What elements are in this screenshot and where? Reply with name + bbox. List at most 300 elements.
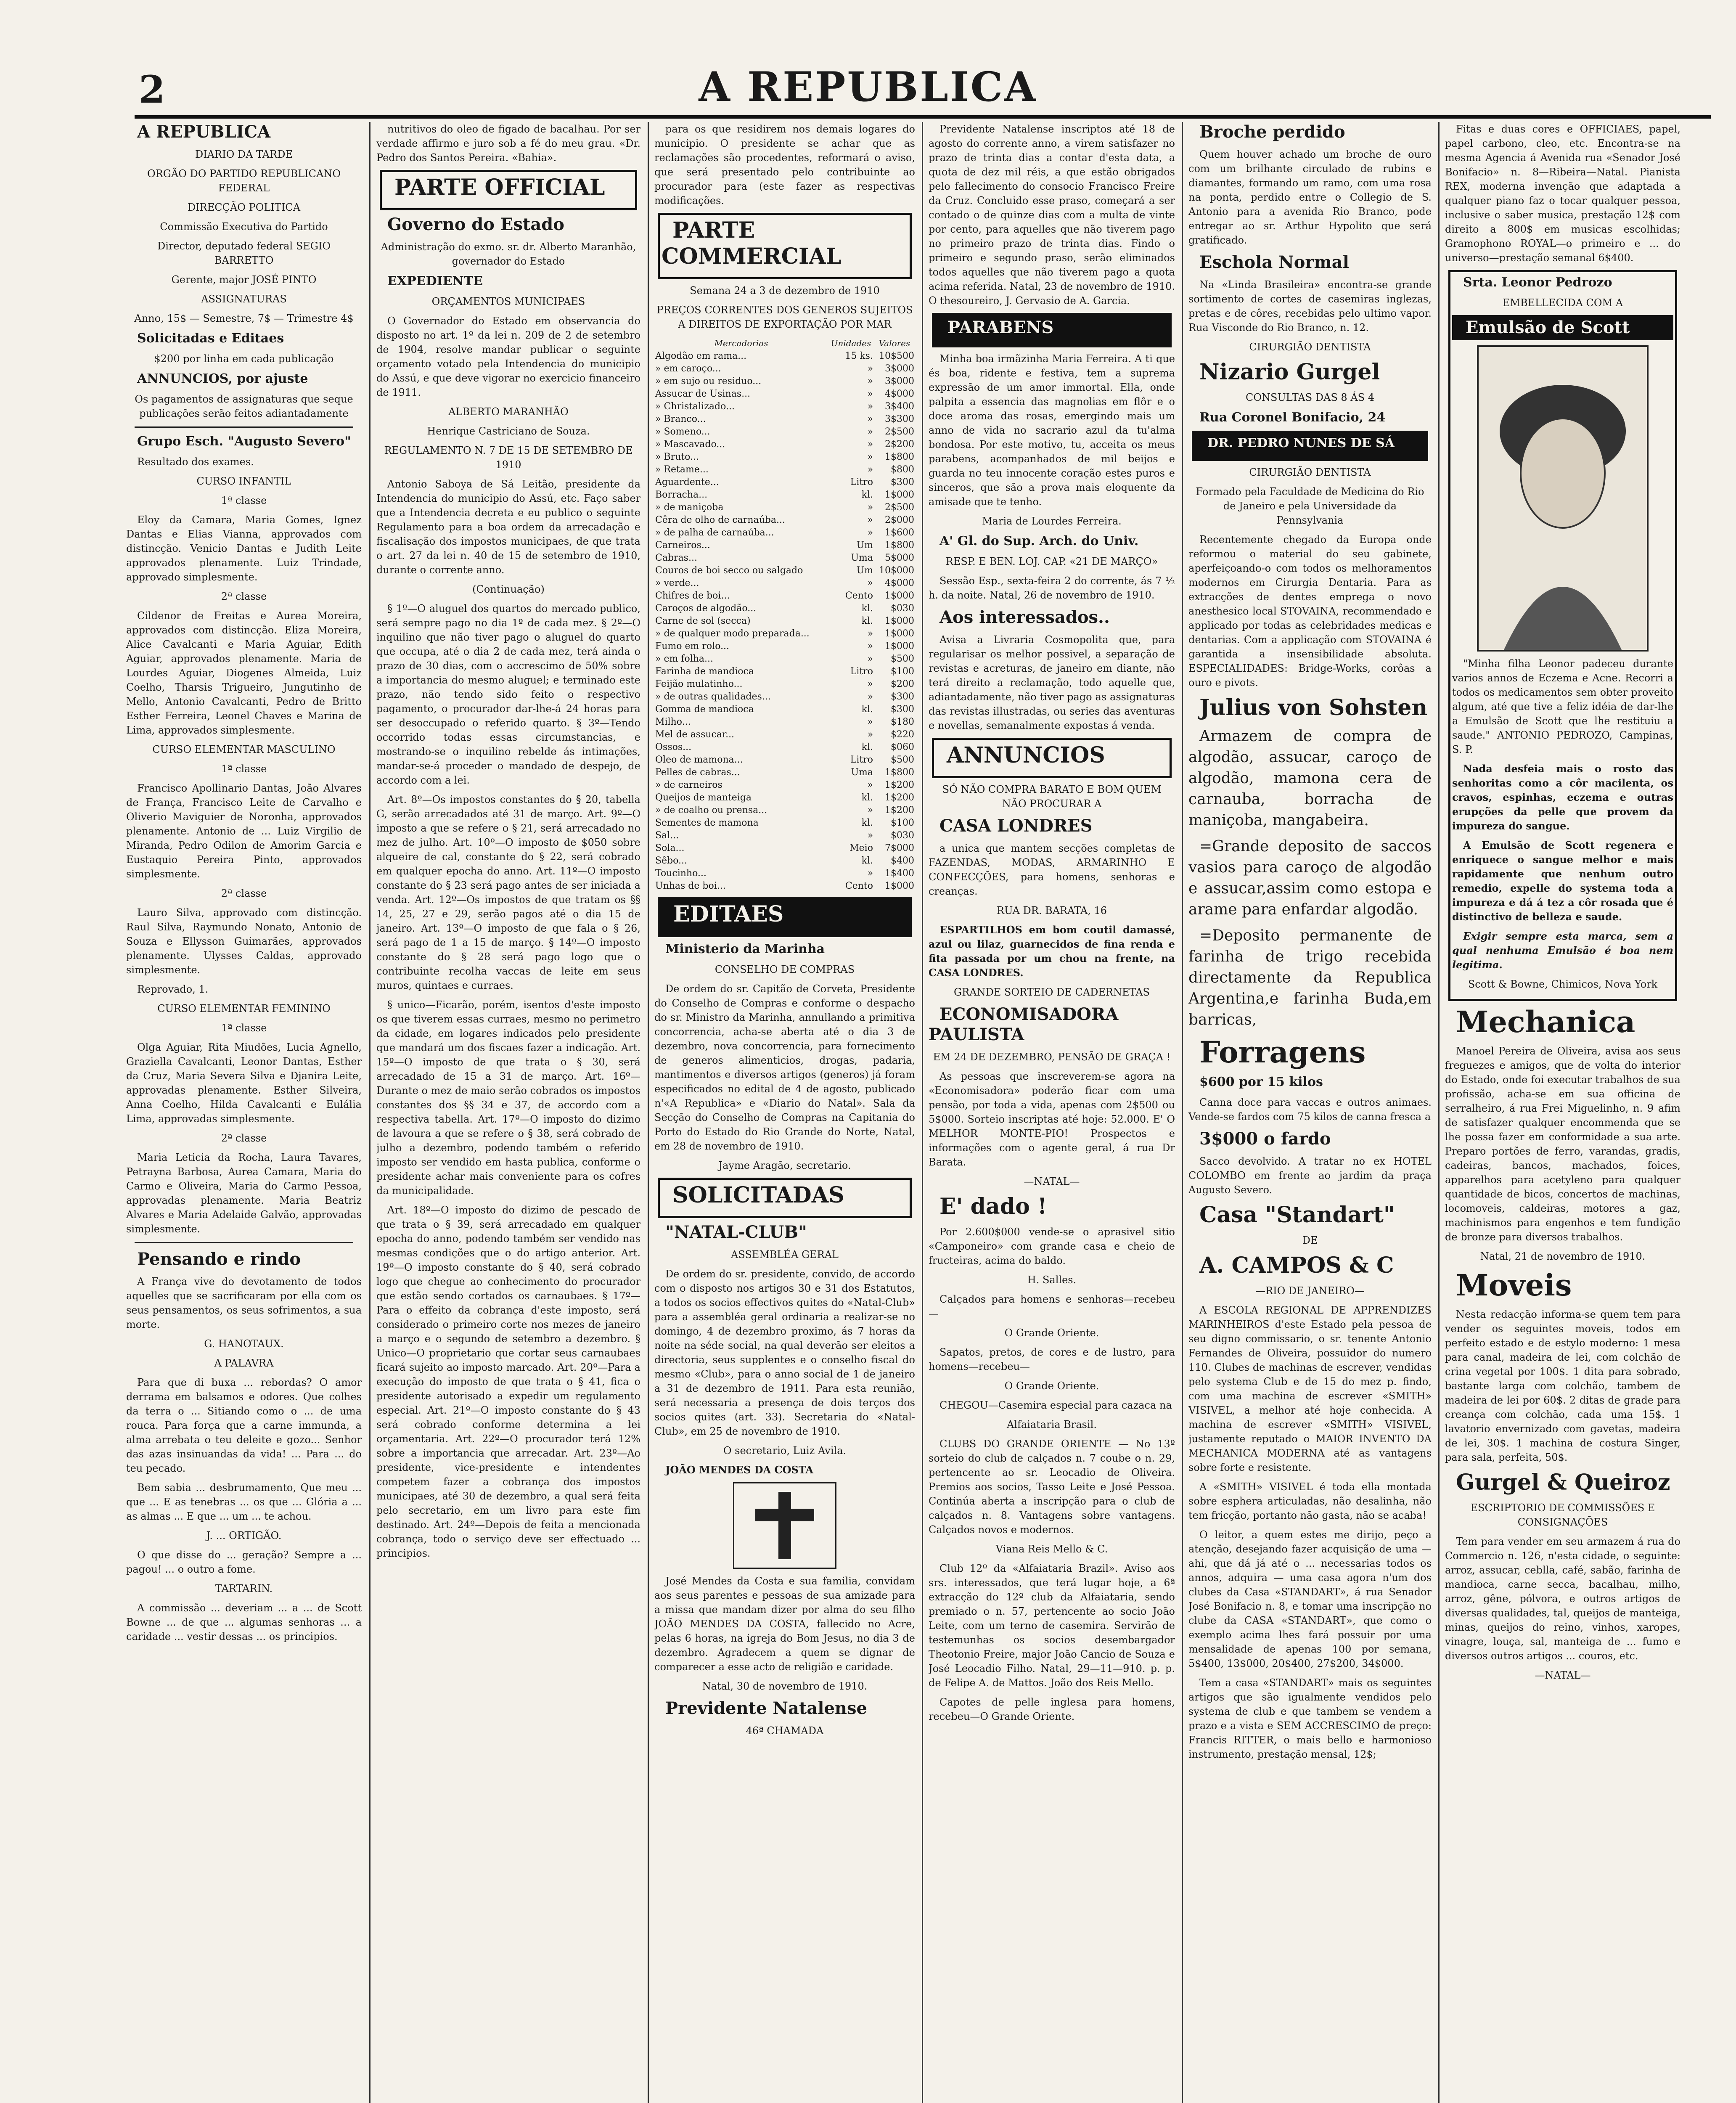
price-row [654,577,915,590]
price-cell: 4$000 [885,578,914,588]
price-cell: » [867,414,873,424]
price-table-header [654,336,915,350]
price-cell: Cêra de olho de carnaúba... [655,515,785,525]
escola-paragraph: A «SMITH» VISIVEL é toda ella montada sobre esphera articuladas, não desalinha, não tem fricção, portanto não gasta, não se acaba! [1188,1481,1432,1521]
price-cell: $800 [891,464,914,475]
price-cell: Queijos de manteiga [655,792,752,803]
official-signature: Henrique Castriciano de Souza. [427,425,590,437]
price-cell: $500 [891,654,914,664]
sapatos-ad: Sapatos, pretos, de cores e de lustro, para homens—recebeu— [929,1346,1175,1372]
palavra-paragraph: O que disse do ... geração? Sempre a ... pagou! ... o outro a fome. [126,1549,362,1575]
palavra-signature: J. ... ORTIGÃO. [206,1530,282,1541]
natal-club-heading: "NATAL-CLUB" [665,1222,807,1242]
price-cell: kl. [861,616,873,626]
grupo-subhead: 2ª classe [221,1132,267,1144]
price-row [654,501,915,514]
grupo-subhead: 1ª classe [221,495,267,506]
price-cell: » [867,654,873,664]
price-cell: » verde... [655,578,699,588]
price-cell: $180 [891,717,914,727]
escola-paragraph: O leitor, a quem estes me dirijo, peço a atenção, desejando fazer acquisição de uma —ahi, que dá já até o ... necessarias todos os annos, adquira — uma casa agora n'um dos clubes da Casa «STANDART», á rua Senador José Bonifacio n. 8, e tomar uma inscripção no clube da CASA «STANDART», que como o exemplo acima lhes fará possuir por uma mensalidade de apenas 100 por semana, 5$400, 13$000, 20$400, 27$200, 34$000. [1188,1529,1432,1669]
parte-commercial-box [658,213,912,279]
assembleia-heading: ASSEMBLÉA GERAL [731,1249,839,1261]
official-paragraph: § 1º—O aluguel dos quartos do mercado publico, será sempre pago no dia 1º de cada mez. § 2º—O inquilino que não tiver pago o aluguel do quarto que occupa, até o dia 2 de cada mez, terá ainda o prazo de 30 dias, com o accrescimo de 50% sobre a importancia do mesmo aluguel; e terminado este prazo, não tendo sido feito o respectivo pagamento, o procurador dar-lhe-á 24 horas para ser desoccupado o referido quarto. § 3º—Tendo occorrido todas essas circumstancias, e mostrando-se o inquilino rebelde ás intimações, mandar-se-á proceder o mandado de despejo, de accordo com a lei. [376,603,640,786]
scott-bowne-label: Scott & Bowne, Chimicos, Nova York [1468,978,1658,990]
price-cell: » Branco... [655,414,706,424]
emulsao-heading: Emulsão de Scott [1452,315,1673,340]
mechanica-heading: Mechanica [1456,1004,1635,1039]
col2-top-text: nutritivos do oleo de figado de bacalhau. Por ser verdade affirmo e juro sob a fé do meu grau. «Dr. Pedro dos Santos Pereira. «Bahia». [376,123,640,164]
price-row [654,842,915,855]
economisadora-date: EM 24 DE DEZEMBRO, PENSÃO DE GRAÇA ! [933,1051,1171,1063]
price-cell: $100 [891,666,914,677]
price-cell: Litro [850,666,873,677]
joao-date: Natal, 30 de novembro de 1910. [702,1680,868,1692]
grupo-paragraph: Maria Leticia da Rocha, Laura Tavares, Petrayna Barbosa, Aurea Camara, Maria do Carmo e Oliveira, Maria do Carmo Pessoa, approvadas plenamente. Maria Beatriz Alvares e Maria Adelaide Galvão, approvadas simplesmente. [126,1152,362,1235]
palavra-paragraph: Bem sabia ... desbrumamento, Que meu ... que ... E as tenebras ... os que ... Glória a ... as almas ... E que ... um ... te achou. [126,1482,362,1522]
price-cell: Pelles de cabras... [655,767,740,778]
price-cell: » [867,439,873,450]
price-cell: » [867,502,873,513]
price-row [654,703,915,716]
column-divider [648,122,649,2103]
price-cell: 15 ks. [845,351,873,361]
price-cell: 3$000 [885,363,914,374]
price-cell: kl. [861,742,873,752]
chamada-label: 46ª CHAMADA [746,1725,824,1737]
parabens-paragraph: Minha boa irmãzinha Maria Ferreira. A ti que és boa, ridente e festiva, tem a suprema expressão de um amor immortal. Ella, onde palpita a essencia das magnolias em flôr e o doce aroma das rosas, emergindo mais um anno de vida no sacrario azul da tu'alma bondosa. Por este motivo, tu, acceita os meus parabens, acompanhados de mil beijos e guarda no teu innocente coração estes puros e sinceros, que são a prova mais eloquente da amisade que te tenho. [929,353,1175,508]
grupo-paragraph: Francisco Apollinario Dantas, João Alvares de França, Francisco Leite de Carvalho e Oliverio Maviguier de Noronha, approvados plenamente. Antonio de ... Luiz Virgilio de Miranda, Pedro Odilon de Amorim Garcia e Eustaquio Pereira Pinto, approvados simplesmente. [126,782,362,880]
sociedade-paragraph: Sessão Esp., sexta-feira 2 do corrente, ás 7 ½ h. da noite. Natal, 26 de novembro de 1910. [929,575,1175,601]
price-row [654,350,915,363]
grupo-paragraph: Olga Aguiar, Rita Miudões, Lucia Agnello, Graziella Cavalcanti, Leonor Dantas, Esther da Cruz, Maria Severa Silva e Djanira Leite, approvadas plenamente. Esther Silveira, Anna Coelho, Hilda Cavalcanti e Eulália Lima, approvadas simplesmente. [126,1041,362,1125]
leonor-quote: "Minha filha Leonor padeceu durante varios annos de Eczema e Acne. Recorri a todos os medicamentos sem obter proveito algum, até que tive a feliz idéia de dar-lhe a Emulsão de Scott que lhe restituiu a saude." ANTONIO PEDROZO, Campinas, S. P. [1452,658,1673,755]
price-cell: » [867,363,873,374]
srta-heading: Srta. Leonor Pedrozo [1463,275,1612,290]
clubs-paragraph: CLUBS DO GRANDE ORIENTE — No 13º sorteio do club de calçados n. 7 coube o n. 29, pertencente ao sr. Leocadio de Oliveira. Premios aos socios, Tasso Leite e José Pessoa. Continúa aberta a inscripção para o club de calçados n. 8. Vantagens sobre vantagens. Calçados novos e modernos. [929,1438,1175,1536]
price-cell: Uma [851,553,873,563]
price-cell: $030 [891,603,914,614]
rio-label: —RIO DE JANEIRO— [1255,1285,1365,1297]
price-cell: » [867,830,873,841]
palavra-paragraph: Para que di buxa ... rebordas? O amor derrama em balsamos e odores. Que colhes da terra o ... Sitiando como o ... de uma rouca. Para força que a carne immunda, a alma arrebata o teu deleite e gozo... Senhor das azas insinuandas da vida! ... Para ... do teu pecado. [126,1377,362,1474]
exigir-paragraph: Exigir sempre esta marca, sem a qual nenhuma Emulsão é boa nem legitima. [1452,930,1673,971]
price-cell: » em caroço... [655,363,721,374]
annuncios-box [932,738,1172,778]
price-cell: » [867,641,873,652]
price-col-header: Unidades [831,338,871,348]
rua-coronel: Rua Coronel Bonifacio, 24 [1199,410,1386,425]
price-cell: Gomma de mandioca [655,704,754,715]
price-row [654,628,915,640]
price-row [654,363,915,375]
price-cell: 2$500 [885,502,914,513]
price-cell: Mel de assucar... [655,729,735,740]
de-label: DE [1302,1234,1318,1246]
price-cell: kl. [861,490,873,500]
nizario-heading: Nizario Gurgel [1199,359,1380,385]
consultas-label: CONSULTAS DAS 8 ÁS 4 [1246,392,1374,403]
price-cell: Um [856,540,873,551]
paper-organ: ORGÃO DO PARTIDO REPUBLICANO FEDERAL [147,168,341,194]
price-cell: 1$000 [885,616,914,626]
price-cell: Couros de boi secco ou salgado [655,565,803,576]
julius-paragraph: Armazem de compra de algodão, assucar, caroço de algodão, mamona cera de carnauba, borracha de maniçoba, mangabeira. [1188,728,1432,829]
column-3 [654,122,915,2103]
escriptorio-label: ESCRIPTORIO DE COMMISSÕES E CONSIGNAÇÕES [1470,1502,1655,1528]
price-cell: Meio [849,843,873,853]
pedro-nunes-box [1192,431,1428,461]
palavra-heading: A PALAVRA [214,1357,274,1369]
calcados-ad: Calçados para homens e senhoras—recebeu— [929,1293,1175,1319]
price-row [654,476,915,489]
price-cell: kl. [861,856,873,866]
price-cell: » de outras qualidades... [655,691,771,702]
price-cell: » de qualquer modo preparada... [655,628,810,639]
londres-address: RUA DR. BARATA, 16 [997,905,1107,916]
club-paragraph: De ordem do sr. presidente, convido, de accordo com o disposto nos artigos 30 e 31 dos Estatutos, a todos os socios effectivos quites do «Natal-Club» para a assembléa geral ordinaria a realizar-se no domingo, 4 de dezembro proximo, ás 7 horas da noite na séde social, na qual deverão ser eleitos a directoria, seus supplentes e o conselho fiscal do mesmo «Club», para o anno social de 1 de janeiro a 31 de dezembro de 1911. Para esta reunião, será necessaria a presença de dois terços dos socios quites (art. 33). Secretaria do «Natal-Club», em 25 de novembro de 1910. [654,1268,915,1437]
natal-separator: —NATAL— [1024,1176,1080,1187]
londres-paragraph: a unica que mantem secções completas de FAZENDAS, MODAS, ARMARINHO E CONFECÇÕES, para homens, senhoras e creanças. [929,842,1175,897]
chegou-signature: Alfaiataria Brasil. [1007,1419,1097,1430]
parte-official-heading: PARTE OFFICIAL [394,175,605,200]
grupo-subhead: 1ª classe [221,1022,267,1034]
price-cell: Sementes de mamona [655,818,759,828]
masthead-rule [135,115,1711,119]
grupo-subhead: 1ª classe [221,763,267,775]
paper-manager: Gerente, major JOSÉ PINTO [171,274,317,286]
parte-official-box [380,170,637,210]
price-cell: Cento [845,881,873,891]
col4-top-text: Previdente Natalense inscriptos até 18 de agosto do corrente anno, a virem satisfazer no prazo de trinta dias a contar d'esta data, a quota de dez mil réis, a que estão obrigados pelo fallecimento do consocio Francisco Freire da Cruz. Concluido esse praso, começará a ser contado o de quinze dias com a multa de vinte por cento, para aquelles que não tiverem pago no primeiro prazo de trinta dias. Findo o primeiro e segundo praso, serão eliminados todos aquelles que não tiverem pago a quota acima referida. Natal, 23 de novembro de 1910. O thesoureiro, J. Gervasio de A. Garcia. [929,123,1175,307]
grupo-paragraph: Reprovado, 1. [137,983,209,995]
price-row [654,489,915,501]
price-cell: Carne de sol (secca) [655,616,751,626]
scott-ad-box [1448,270,1677,1001]
price-cell: 1$000 [885,641,914,652]
dentista-paragraph: Recentemente chegado da Europa onde reformou o material do seu gabinete, aperfeiçoando-o com todos os melhoramentos modernos em Cirurgia Dentaria. Para as extracções de dentes emprega o novo anesthesico local STOVAINA, recommendado e applicado por todas as celebridades medicas e dentarias. Com a applicação com STOVAINA é garantida a insensibilidade absoluta. ESPECIALIDADES: Bridge-Works, corôas a ouro e pivots. [1188,534,1432,689]
price-cell: $200 [891,679,914,689]
price-cell: » Christalizado... [655,401,735,412]
price-row [654,804,915,817]
annuncios-heading: ANNUNCIOS [947,742,1105,768]
escola-paragraph: A ESCOLA REGIONAL DE APPRENDIZES MARINHEIROS d'este Estado pela pessoa de seu digno commissario, o sr. tenente Antonio Fernandes de Oliveira, possuidor do numero 110. Clubes de machinas de escrever, vendidas pelo systema Club e de 15 do mez p. findo, com uma machina de escrever «SMITH» VISIVEL, a melhor até hoje conhecida. A machina de escrever «SMITH» VISIVEL, justamente reputado o MAIOR INVENTO DA MECHANICA MODERNA até as vantagens sobre forte e resistente. [1188,1304,1432,1473]
price-cell: » em sujo ou residuo... [655,376,762,387]
price-cell: » [867,426,873,437]
price-row [654,564,915,577]
escola-paragraph: Tem a casa «STANDART» mais os seguintes artigos que são igualmente vendidos pelo systema de club e que tambem se vendem a prazo e a vista e SEM ACCRESCIMO de preço: Francis RITTER, o mais bello e harmonioso instrumento, prestação mensal, 12$; [1188,1677,1432,1760]
price-cell: » [867,464,873,475]
annuncios-heading: ANNUNCIOS, por ajuste [137,371,308,386]
sociedade-sub: RESP. E BEN. LOJ. CAP. «21 DE MARÇO» [945,556,1158,567]
price-row [654,615,915,628]
price-cell: 10$500 [879,351,914,361]
price-row [654,855,915,867]
price-cell: 1$200 [885,792,914,803]
price-cell: 2$000 [885,515,914,525]
alfaiataria-ad: Capotes de pelle inglesa para homens, recebeu—O Grande Oriente. [929,1696,1175,1722]
price-cell: Assucar de Usinas... [655,389,751,399]
paper-commission: Commissão Executiva do Partido [160,221,328,233]
price-row [654,754,915,766]
price-cell: » [867,401,873,412]
palavra-paragraph: A commissão ... deveriam ... a ... de Scott Bowne ... de que ... algumas senhoras ... a caridade ... vestir dessas ... os principios. [126,1602,362,1642]
price-cell: Milho... [655,717,691,727]
grupo-subhead: 2ª classe [221,887,267,899]
e-dado-heading: E' dado ! [939,1194,1047,1219]
price-cell: Sêbo... [655,856,688,866]
gurgel-paragraph: Tem para vender em seu armazem á rua do Commercio n. 126, n'esta cidade, o seguinte: arroz, assucar, ceblla, café, sabão, farinha de mandioca, carne secca, bacalhau, milho, arroz, gêne, pólvora, e outros artigos de diversas qualidades, tal, queijos de manteiga, minas, queijos do reino, vinhos, xaropes, vinagre, louça, sal, manteiga de ... fumo e diversos outros artigos ... couros, etc. [1445,1536,1680,1662]
chegou-ad: CHEGOU—Casemira especial para cazaca na [939,1399,1172,1411]
solicitadas-heading: SOLICITADAS [672,1182,844,1208]
governo-heading: Governo do Estado [387,215,564,234]
grupo-subhead: CURSO ELEMENTAR FEMININO [157,1003,331,1014]
mechanica-paragraph: Manoel Pereira de Oliveira, avisa aos seus freguezes e amigos, que de volta do interior do Estado, onde foi executar trabalhos de sua profissão, acha-se em sua officina de serralheiro, á rua Frei Miguelinho, n. 9 afim de satisfazer qualquer encommenda que se lhe possa fazer em conformidade a sua arte. Preparo portões de ferro, varandas, gradis, cadeiras, bancos, machados, foices, apparelhos para acetyleno para qualquer quantidade de bicos, concertos de machinas, locomoveis, caldeiras, motores a gaz, machinismos para engenhos e tem fundição de bronze para diversos trabalhos. [1445,1045,1680,1243]
price-cell: » de carneiros [655,780,722,790]
price-col-header: Valores [879,338,910,348]
parabens-box [932,313,1172,347]
price-row [654,880,915,893]
club12-paragraph: Club 12º da «Alfaiataria Brazil». Aviso aos srs. interessados, que terá lugar hoje, a 6ª extracção do 12º club da Alfaiataria, sendo premiado o n. 57, pertencente ao socio João Leite, com um terno de casemira. Servirão de testemunhas os socios desembargador Theotonio Freire, major João Cancio de Souza e José Leocadio Filho. Natal, 29—11—910. p. p. de Felipe A. de Mattos. João dos Reis Mello. [929,1563,1175,1689]
parabens-heading: PARABENS [947,318,1054,337]
cirurgiao-label-2: CIRURGIÃO DENTISTA [1249,466,1371,478]
price-row [654,792,915,804]
price-cell: 7$000 [885,843,914,853]
grupo-title: Grupo Esch. "Augusto Severo" [137,434,351,449]
paper-name: A REPUBLICA [137,122,271,142]
price-cell: » [867,578,873,588]
grupo-paragraph: Cildenor de Freitas e Aurea Moreira, approvados com distincção. Eliza Moreira, Alice Cavalcanti e Maria Aguiar, Edith Aguiar, approvados plenamente. Maria de Lourdes Aguiar, Diogenes Almeida, Luiz Coelho, Tharsis Trigueiro, Jungutinho de Mello, Antonio Cavalcanti, Pedro de Britto Esther Ferreira, Leonel Chaves e Marina de Lima, approvados simplesmente. [126,610,362,736]
continuacao-label: (Continuação) [472,583,545,595]
column-divider [1438,122,1440,2103]
price-cell: 5$000 [885,553,914,563]
price-cell: » [867,452,873,462]
price-cell: » [867,527,873,538]
price-cell: » Retame... [655,464,709,475]
price-row [654,590,915,602]
grupo-subhead: CURSO INFANTIL [196,475,291,487]
broche-paragraph: Quem houver achado um broche de ouro com um brilhante circulado de rubins e diamantes, formando um ramo, com uma rosa na ponta, perdido entre o Collegio de S. Antonio para a avenida Rio Branco, pode entregar ao sr. Arthur Hypolito que será gratificado. [1188,148,1432,246]
price-cell: 1$000 [885,881,914,891]
moveis-heading: Moveis [1456,1268,1572,1303]
section-rule [135,1242,353,1243]
masthead [0,63,1736,122]
grupo-subhead: 2ª classe [221,591,267,602]
price-cell: » [867,389,873,399]
natal-footer: —NATAL— [1535,1669,1591,1681]
joao-heading: JOÃO MENDES DA COSTA [665,1464,814,1476]
casa-standart-heading: Casa "Standart" [1199,1202,1395,1228]
joao-paragraph: José Mendes da Costa e sua familia, convidam aos seus parentes e pessoas de sua amizade para a missa que mandam dizer por alma do seu filho JOÃO MENDES DA COSTA, fallecido no Acre, pelas 6 horas, na igreja do Bom Jesus, no dia 3 de dezembro. Agradecem a quem se dignar de comparecer a esse acto de religião e caridade. [654,1575,915,1673]
londres-tagline: SÓ NÃO COMPRA BARATO E BOM QUEM NÃO PROCURAR A [942,784,1162,810]
economisadora-paragraph: As pessoas que inscreverem-se agora na «Economisadora» poderão ficar com uma pensão, por toda a vida, apenas com 2$500 ou 5$000. Sorteio inscriptas até hoje: 52.000. E' O MELHOR MONTE-PIO! Prospectos e informações com o agente geral, á rua Dr Barata. [929,1070,1175,1168]
price-table [654,336,915,893]
annuncios-text: Os pagamentos de assignaturas que seque publicações serão feitos adiantadamente [135,393,353,419]
price-row [654,867,915,880]
column-divider [1182,122,1183,2103]
price-cell: 1$800 [885,540,914,551]
price-cell: 1$000 [885,591,914,601]
column-divider [369,122,370,2103]
parabens-signature: Maria de Lourdes Ferreira. [982,515,1122,527]
price-row [654,426,915,438]
price-cell: 1$800 [885,452,914,462]
parte-commercial-heading: PARTE COMMERCIAL [662,217,842,269]
price-row [654,691,915,703]
pensando-paragraph: A França vive do devotamento de todos aquelles que se sacrificaram por ella com os seus pensamentos, os seus sofrimentos, a sua morte. [126,1276,362,1330]
expediente-heading: EXPEDIENTE [387,274,483,289]
price-cell: » de coalho ou prensa... [655,805,767,816]
price-cell: 1$800 [885,767,914,778]
official-paragraph: Art. 8º—Os impostos constantes do § 20, tabella G, serão arrecadados até 31 de março. Art. 9º—O imposto a que se refere o § 21, será arrecadado no mez de julho. Art. 10º—O imposto de $050 sobre alqueire de cal, constante do § 22, será cobrado em qualquer epocha do anno. Art. 11º—O imposto constante do § 23 será pago antes de ser iniciada a venda. Art. 12º—Os impostos de que tratam os §§ 14, 25, 27 e 29, serão pagos até o dia 15 de janeiro. Art. 13º—O imposto de que fala o § 26, será pago de 1 a 15 de março. § 14º—O imposto constante do § 28 será pago logo que o contribuinte recolha vaccas de leite em seus muros, quintaes e curraes. [376,794,640,991]
price-row [654,653,915,665]
price-cell: 1$200 [885,805,914,816]
embellecida-label: EMBELLECIDA COM A [1502,297,1623,309]
solicitadas-box [658,1178,912,1218]
price-cell: » Bruto... [655,452,699,462]
price-cell: $300 [891,477,914,487]
price-row [654,375,915,388]
price-cell: » de maniçoba [655,502,724,513]
price-row [654,514,915,527]
semana-label: Semana 24 a 3 de dezembro de 1910 [690,285,880,297]
price-cell: $300 [891,691,914,702]
price-row [654,413,915,426]
pensando-signature: G. HANOTAUX. [204,1338,284,1350]
price-cell: » Someno... [655,426,710,437]
official-signature: ALBERTO MARANHÃO [448,406,569,418]
price-cell: Sola... [655,843,685,853]
price-cell: Litro [850,755,873,765]
e-dado-paragraph: Por 2.600$000 vende-se o aprasivel sitio «Camponeiro» com grande casa e cheio de fructeiras, acima do baldo. [929,1226,1175,1266]
aos-paragraph: Avisa a Livraria Cosmopolita que, para regularisar os melhor possivel, a separação de revistas e acreturas, de janeiro em diante, não terá direito a reclamação, todo aquelle que, adiantadamente, não tiver pago as assignaturas das revistas illustradas, ou series das aventuras e novellas, semanalmente expostas á venda. [929,634,1175,731]
price-cell: Borracha... [655,490,708,500]
column-4 [929,122,1175,2103]
price-row [654,552,915,564]
eschola-paragraph: Na «Linda Brasileira» encontra-se grande sortimento de cortes de casemiras inglezas, pretas e de côres, recebidas pelo ultimo vapor. Rua Visconde do Rio Branco, n. 12. [1188,279,1432,334]
price-cell: 4$000 [885,389,914,399]
precos-heading: PREÇOS CORRENTES DOS GENEROS SUJEITOS A DIREITOS DE EXPORTAÇÃO POR MAR [656,304,913,330]
column-divider [922,122,923,2103]
price-cell: Feijão mulatinho... [655,679,743,689]
price-cell: 1$400 [885,868,914,879]
price-cell: $400 [891,856,914,866]
paper-direction: DIRECÇÃO POLITICA [187,201,301,213]
editaes-heading: EDITAES [673,901,784,927]
grupo-paragraph: Lauro Silva, approvado com distincção. Raul Silva, Raymundo Nonato, Antonio de Souza e Ellysson Guimarães, approvados plenamente. Ulysses Caldas, approvado simplesmente. [126,907,362,976]
campos-heading: A. CAMPOS & C [1199,1253,1394,1278]
aos-interessados-heading: Aos interessados.. [939,607,1110,627]
edital-signature: Jayme Aragão, secretario. [718,1160,851,1171]
assignaturas-heading: ASSIGNATURAS [201,293,287,305]
price-row [654,728,915,741]
price-cell: Cabras... [655,553,697,563]
price-cell: » [867,868,873,879]
casa-londres-heading: CASA LONDRES [939,816,1093,836]
price-cell: Oleo de mamona... [655,755,743,765]
price-cell: Litro [850,477,873,487]
price-cell: 1$200 [885,780,914,790]
price-row [654,766,915,779]
official-paragraph: § unico—Ficarão, porém, isentos d'este imposto os que tiverem essas curraes, mesmo no perimetro da cidade, em logares indicados pelo presidente que mandará um dos fiscaes fazer a indicação. Art. 15º—O imposto de que trata o § 30, será arrecadado de 15 a 31 de março. Art. 16º—Durante o mez de maio serão cobrados os impostos constantes dos §§ 34 e 37, de accordo com a respectiva tabella. Art. 17º—O imposto do dizimo de lavoura a que se refere o § 38, será cobrado de julho a dezembro, podendo também o referido imposto ser vendido em hasta publica, conforme o presidente achar mais conveniente para os cofres da municipalidade. [376,999,640,1197]
official-paragraph: Art. 18º—O imposto do dizimo de pescado de que trata o § 39, será arrecadado em qualquer epocha do anno, podendo também ser vendido nas mesmas condições que o do artigo anterior. Art. 19º—O imposto constante do § 40, será cobrado logo que chegue ao conhecimento do procurador que estão sendo cortados os carnaubaes. § 17º—Para o effeito da cobrança d'este imposto, será considerado o primeiro corte nos mezes de janeiro a março e o segundo de setembro a dezembro. § Unico—O proprietario que cortar seus carnaubaes ficará sujeito ao imposto marcado. Art. 20º—Para a execução do imposto de que trata o § 41, fica o presidente autorisado a expedir um regulamento especial. Art. 21º—O imposto constante do § 43 será cobrado conforme determina a lei orçamentaria. Art. 22º—O procurador terá 12% sobre a importancia que arrecadar. Art. 23º—Ao presidente, vice-presidente e intendentes competem fazer a cobrança dos impostos municipaes, até 30 de dezembro, a qual será feita pelo secretario, em um livro para este fim destinado. Art. 24º—Depois de feita a mencionada cobrança, todo o serviço deve ser effectuado ... principios. [376,1204,640,1559]
grupo-paragraph: Resultado dos exames. [137,456,254,468]
price-cell: kl. [861,603,873,614]
price-cell: Algodão em rama... [655,351,747,361]
price-row [654,678,915,691]
section-rule [135,426,353,428]
price-cell: » [867,780,873,790]
price-cell: Fumo em rolo... [655,641,730,652]
nada-paragraph: Nada desfeia mais o rosto das senhoritas como a côr macilenta, os cravos, espinhas, eczema e outras erupções da pelle que provem da impureza do sangue. [1452,763,1673,832]
paper-subtitle: DIARIO DA TARDE [195,148,293,160]
price-cell: $100 [891,818,914,828]
price-row [654,779,915,792]
eschola-heading: Eschola Normal [1199,252,1349,272]
price-cell: 1$000 [885,490,914,500]
grupo-paragraph: Eloy da Camara, Maria Gomes, Ignez Dantas e Elias Vianna, approvados com distincção. Venicio Dantas e Judith Leite approvados plenamente. Luiz Trindade, approvado simplesmente. [126,514,362,583]
moveis-paragraph: Nesta redacção informa-se quem tem para vender os seguintes moveis, todos em perfeito estado e de estylo moderno: 1 mesa para canal, madeira de lei, com colchão de crina vegetal por 100$. 1 dita para sobrado, bastante larga com colchão, tambem de madeira de lei por 60$. 2 ditas de grade para creança com colchão, cada uma 15$. 1 lavatorio envernizado com gavetas, madeira de lei, 30$. 1 machina de costura Singer, para sala, perfeita, 50$. [1445,1308,1680,1463]
col3-top-text: para os que residirem nos demais logares do municipio. O presidente se achar que as reclamações são procedentes, reformará o aviso, que será presentado pelo contribuinte ao procurador para (este fazer as respectivas modificações. [654,123,915,207]
gurgel-heading: Gurgel & Queiroz [1456,1470,1670,1495]
official-paragraph: Antonio Saboya de Sá Leitão, presidente da Intendencia do municipio do Assú, etc. Faço saber que a Intendencia decreta e eu publico o seguinte Regulamento para a boa ordem da arrecadação e fiscalisação dos impostos municipaes, de que trata o art. 27 da lei n. 40 de 15 de setembro de 1910, durante o corrente anno. [376,478,640,576]
price-cell: Carneiros... [655,540,710,551]
price-col-header: Mercadorias [714,338,768,348]
price-cell: kl. [861,818,873,828]
price-cell: » [867,805,873,816]
scott-paragraph: A Emulsão de Scott regenera e enriquece o sangue melhor e mais rapidamente que nenhum outro remedio, expelle do systema toda a impureza e dá á tez a côr rosada que é distinctivo de belleza e saude. [1452,839,1673,923]
ministerio-heading: Ministerio da Marinha [665,942,825,956]
clubs-signature: Viana Reis Mello & C. [995,1543,1108,1555]
price-cell: Unhas de boi... [655,881,726,891]
price-cell: Aguardente... [655,477,719,487]
pedro-nunes-heading: DR. PEDRO NUNES DE SÁ [1207,436,1395,450]
assignaturas-text: Anno, 15$ — Semestre, 7$ — Trimestre 4$ [134,313,354,324]
price-row [654,640,915,653]
price-cell: $060 [891,742,914,752]
price-cell: Chifres de boi... [655,591,730,601]
column-2 [376,122,640,2103]
forragens-heading: Forragens [1199,1035,1366,1070]
price-cell: 3$400 [885,401,914,412]
forragens-paragraph: Canna doce para vaccas e outros animaes. Vende-se fardos com 75 kilos de canna fresca a [1188,1097,1432,1123]
price-cell: $300 [891,704,914,715]
price-cell: 1$600 [885,527,914,538]
column-5 [1188,122,1432,2103]
espartilhos-ad: ESPARTILHOS em bom coutil damassé, azul ou lilaz, guarnecidos de fina renda e fita passada por um chou na frente, na CASA LONDRES. [929,924,1175,979]
editaes-box [658,897,912,937]
page-number: 2 [139,67,165,112]
price-row [654,539,915,552]
official-paragraph: O Governador do Estado em observancia do disposto no art. 1º da lei n. 209 de 2 de setembro de 1904, resolve mandar publicar o seguinte orçamento votado pela Intendencia do municipio do Assú, e que deve vigorar no exercicio financeiro de 1911. [376,315,640,398]
grupo-subhead: CURSO ELEMENTAR MASCULINO [152,744,336,755]
conselho-heading: CONSELHO DE COMPRAS [715,964,855,975]
price-cell: Uma [851,767,873,778]
price-cell: » [867,729,873,740]
column-6 [1445,122,1680,2103]
price-row [654,716,915,728]
pensando-heading: Pensando e rindo [137,1249,301,1269]
price-row [654,527,915,539]
price-cell: 2$200 [885,439,914,450]
price-row [654,451,915,464]
julius-paragraph: =Deposito permanente de farinha de trigo recebida directamente da Republica Argentina,e farinha Buda,em barricas, [1188,927,1432,1028]
edital-paragraph: De ordem do sr. Capitão de Corveta, Presidente do Conselho de Compras e conforme o despacho do sr. Ministro da Marinha, annullando a primitiva concorrencia, acha-se aberta até o dia 3 de dezembro, nova concorrencia, para fornecimento de generos alimenticios, drogas, padaria, mantimentos e diversos artigos (generos) já foram especificados no edital de 4 de agosto, publicado n'«A Republica» e «Diario do Natal». Sala da Secção do Conselho de Compras na Capitania do Porto do Estado do Rio Grande do Norte, Natal, em 28 de novembro de 1910. [654,983,915,1152]
price-cell: Ossos... [655,742,692,752]
governo-admin: Administração do exmo. sr. dr. Alberto Maranhão, governador do Estado [381,241,636,267]
price-cell: Farinha de mandioca [655,666,754,677]
sapatos-signature: O Grande Oriente. [1004,1380,1099,1392]
